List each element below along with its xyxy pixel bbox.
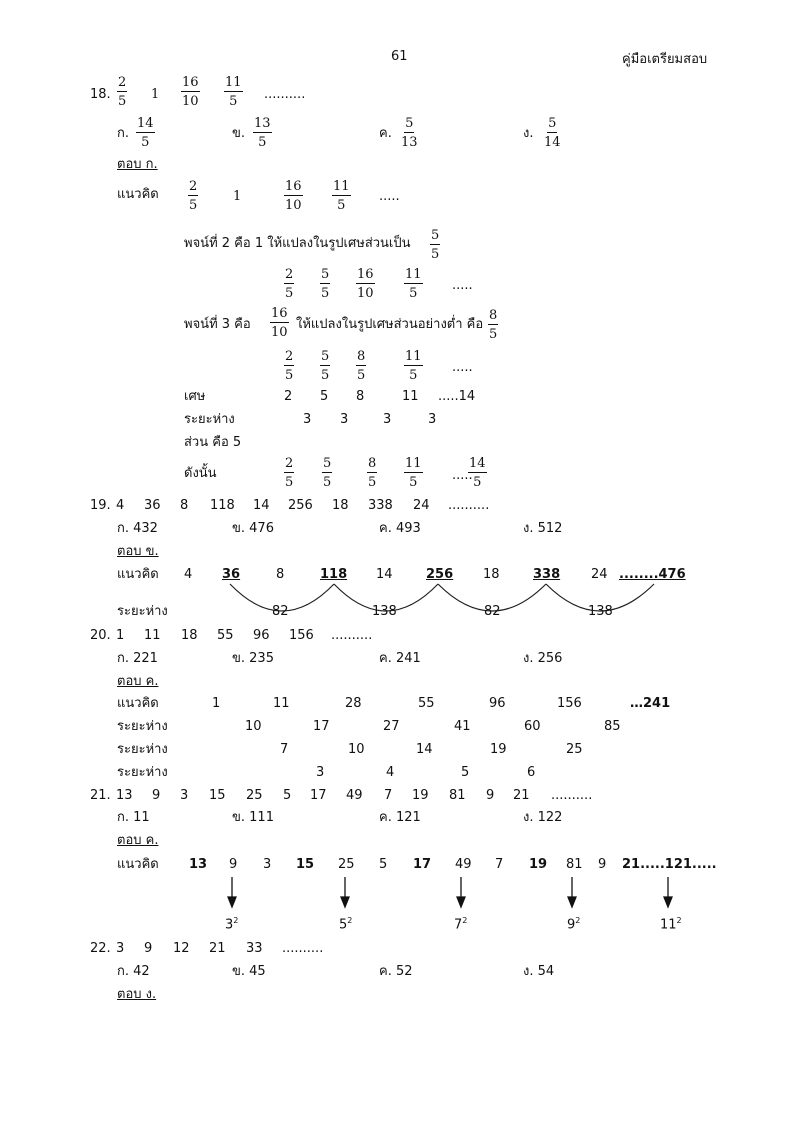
q18-gap-2: 3 <box>340 412 349 427</box>
q18-step3-text-b: ให้แปลงในรูปเศษส่วนอย่างต่ำ คือ <box>296 317 484 332</box>
q18-seq-frac-3: $\frac{16}{10}$ <box>182 75 199 109</box>
q21-arrow-4-head <box>568 897 576 907</box>
q18-numer-4: 11 <box>402 389 419 404</box>
q20-gap3-4: 6 <box>527 765 536 780</box>
q19-method-2: 36 <box>222 567 241 582</box>
q18-therefore: ดังนั้น <box>184 466 217 481</box>
q18-final-frac-2: $\frac{5}{5}$ <box>323 456 332 490</box>
q20-gap-label-1: ระยะห่าง <box>117 719 168 734</box>
q20-gap2-3: 14 <box>416 742 433 757</box>
q19-seq-9: 24 <box>413 498 430 513</box>
q21-choice-b: ข. 111 <box>232 810 274 825</box>
q18-row2-frac-3: $\frac{16}{10}$ <box>357 267 374 301</box>
q21-seq-1: 13 <box>116 788 133 803</box>
q21-method-9: 7 <box>495 857 504 872</box>
q21-seq-3: 3 <box>180 788 189 803</box>
q21-arrow-2-head <box>341 897 349 907</box>
q19-seq-4: 118 <box>210 498 235 513</box>
q22-seq-dots: .......... <box>282 941 324 956</box>
q18-numer-3: 8 <box>356 389 365 404</box>
q20-method-label: แนวคิด <box>117 696 159 711</box>
q21-method-6: 5 <box>379 857 388 872</box>
q21-choice-c: ค. 121 <box>379 810 421 825</box>
q18-numer-1: 2 <box>284 389 293 404</box>
q21-method-1: 13 <box>189 857 208 872</box>
q19-seq-6: 256 <box>288 498 313 513</box>
q19-gap-label: ระยะห่าง <box>117 604 168 619</box>
q18-method-frac-3: $\frac{16}{10}$ <box>285 179 302 213</box>
q21-seq-12: 9 <box>486 788 495 803</box>
q20-method-7: …241 <box>630 696 671 711</box>
q18-final-frac-3: $\frac{8}{5}$ <box>368 456 377 490</box>
q19-method-3: 8 <box>276 567 285 582</box>
q18-choice-a-frac: $\frac{14}{5}$ <box>137 116 154 150</box>
q18-final-frac-4: $\frac{11}{5}$ <box>405 456 422 490</box>
q21-seq-13: 21 <box>513 788 530 803</box>
q18-final-answer-frac: $\frac{14}{5}$ <box>469 456 486 490</box>
q21-method-8: 49 <box>455 857 472 872</box>
q18-step3-text-a: พจน์ที่ 3 คือ <box>184 317 251 332</box>
q21-arrow-5-head <box>664 897 672 907</box>
q18-final-frac-1: $\frac{2}{5}$ <box>285 456 294 490</box>
page-number: 61 <box>391 49 408 64</box>
q18-gap-label: ระยะห่าง <box>184 412 235 427</box>
q19-choice-d: ง. 512 <box>523 521 563 536</box>
q21-number: 21. <box>90 788 111 803</box>
q21-seq-2: 9 <box>152 788 161 803</box>
q18-gap-3: 3 <box>383 412 392 427</box>
q20-gap3-2: 4 <box>386 765 395 780</box>
q18-method-label: แนวคิด <box>117 187 159 202</box>
q18-denominator-text: ส่วน คือ 5 <box>184 435 242 450</box>
q22-seq-4: 21 <box>209 941 226 956</box>
q19-method-9: 24 <box>591 567 608 582</box>
q18-row3-frac-1: $\frac{2}{5}$ <box>285 349 294 383</box>
q19-seq-7: 18 <box>332 498 349 513</box>
q18-choice-c-label: ค. <box>379 126 392 141</box>
q18-choice-a-label: ก. <box>117 126 130 141</box>
q19-number: 19. <box>90 498 111 513</box>
q21-square-4: $9^2$ <box>567 916 581 933</box>
q22-seq-2: 9 <box>144 941 153 956</box>
q21-method-5: 25 <box>338 857 355 872</box>
q21-method-2: 9 <box>229 857 238 872</box>
q20-gap3-1: 3 <box>316 765 325 780</box>
q21-method-10: 19 <box>529 857 548 872</box>
q19-answer: ตอบ ข. <box>117 544 159 559</box>
q18-step2-text: พจน์ที่ 2 คือ 1 ให้แปลงในรูปเศษส่วนเป็น <box>184 236 411 251</box>
q21-seq-10: 19 <box>412 788 429 803</box>
q21-square-3: $7^2$ <box>454 916 468 933</box>
q19-gap-3: 82 <box>484 604 501 619</box>
q21-choice-a: ก. 11 <box>117 810 150 825</box>
q19-method-5: 14 <box>376 567 393 582</box>
q20-method-3: 28 <box>345 696 362 711</box>
q19-choice-b: ข. 476 <box>232 521 274 536</box>
q20-gap2-4: 19 <box>490 742 507 757</box>
q21-seq-dots: .......... <box>551 788 593 803</box>
q20-seq-2: 11 <box>144 628 161 643</box>
q20-answer: ตอบ ค. <box>117 674 159 689</box>
q21-method-4: 15 <box>296 857 315 872</box>
q19-method-8: 338 <box>533 567 561 582</box>
q18-seq-frac-1: $\frac{2}{5}$ <box>118 75 127 109</box>
q21-arrow-1-head <box>228 897 236 907</box>
q21-method-13: 21.....121..... <box>622 857 717 872</box>
q22-choice-d: ง. 54 <box>523 964 555 979</box>
q18-choice-d-label: ง. <box>523 126 534 141</box>
q20-gap2-2: 10 <box>348 742 365 757</box>
q19-gap-1: 82 <box>272 604 289 619</box>
q18-choice-d-frac: $\frac{5}{14}$ <box>544 116 561 150</box>
q18-gap-1: 3 <box>303 412 312 427</box>
q20-method-2: 11 <box>273 696 290 711</box>
q21-seq-9: 7 <box>384 788 393 803</box>
q19-method-7: 18 <box>483 567 500 582</box>
q21-seq-11: 81 <box>449 788 466 803</box>
q19-choice-a: ก. 432 <box>117 521 158 536</box>
q18-row3-frac-2: $\frac{5}{5}$ <box>321 349 330 383</box>
q22-choice-a: ก. 42 <box>117 964 150 979</box>
q20-gap3-3: 5 <box>461 765 470 780</box>
q20-seq-6: 156 <box>289 628 314 643</box>
q20-seq-4: 55 <box>217 628 234 643</box>
q20-gap-label-3: ระยะห่าง <box>117 765 168 780</box>
q20-number: 20. <box>90 628 111 643</box>
q19-method-4: 118 <box>320 567 348 582</box>
q18-number: 18. <box>90 87 111 102</box>
q19-method-6: 256 <box>426 567 454 582</box>
q22-answer: ตอบ ง. <box>117 987 157 1002</box>
q20-choice-d: ง. 256 <box>523 651 563 666</box>
q20-method-1: 1 <box>212 696 221 711</box>
q19-seq-2: 36 <box>144 498 161 513</box>
q18-seq-term-2: 1 <box>151 87 160 102</box>
q20-method-6: 156 <box>557 696 582 711</box>
q18-numer-5: .....14 <box>438 389 476 404</box>
q20-choice-b: ข. 235 <box>232 651 274 666</box>
q21-seq-5: 25 <box>246 788 263 803</box>
q20-choice-c: ค. 241 <box>379 651 421 666</box>
q20-choice-a: ก. 221 <box>117 651 158 666</box>
book-title: คู่มือเตรียมสอบ <box>622 52 708 67</box>
q18-row2-frac-2: $\frac{5}{5}$ <box>321 267 330 301</box>
q21-method-3: 3 <box>263 857 272 872</box>
q21-method-label: แนวคิด <box>117 857 159 872</box>
q20-gap1-3: 27 <box>383 719 400 734</box>
q19-seq-dots: .......... <box>448 498 490 513</box>
q22-seq-5: 33 <box>246 941 263 956</box>
q21-seq-4: 15 <box>209 788 226 803</box>
q20-gap1-5: 60 <box>524 719 541 734</box>
q19-method-1: 4 <box>184 567 193 582</box>
q18-answer: ตอบ ก. <box>117 157 158 172</box>
q20-seq-3: 18 <box>181 628 198 643</box>
q20-gap1-2: 17 <box>313 719 330 734</box>
q22-choice-c: ค. 52 <box>379 964 413 979</box>
q18-seq-dots: .......... <box>264 87 306 102</box>
q22-number: 22. <box>90 941 111 956</box>
q18-step2-frac: $\frac{5}{5}$ <box>431 228 440 262</box>
q20-seq-1: 1 <box>116 628 125 643</box>
q20-method-4: 55 <box>418 696 435 711</box>
q18-choice-b-label: ข. <box>232 126 246 141</box>
q18-method-term-2: 1 <box>233 189 242 204</box>
q18-method-frac-1: $\frac{2}{5}$ <box>189 179 198 213</box>
q18-gap-4: 3 <box>428 412 437 427</box>
q21-answer: ตอบ ค. <box>117 833 159 848</box>
q19-gap-2: 138 <box>372 604 397 619</box>
q21-square-2: $5^2$ <box>339 916 353 933</box>
q21-seq-8: 49 <box>346 788 363 803</box>
q20-gap1-6: 85 <box>604 719 621 734</box>
q22-seq-1: 3 <box>116 941 125 956</box>
q19-seq-8: 338 <box>368 498 393 513</box>
q20-gap2-1: 7 <box>280 742 289 757</box>
q22-seq-3: 12 <box>173 941 190 956</box>
q18-row3-dots: ..... <box>452 360 473 375</box>
q18-numer-label: เศษ <box>184 389 206 404</box>
q19-seq-3: 8 <box>180 498 189 513</box>
q20-seq-5: 96 <box>253 628 270 643</box>
q18-method-frac-4: $\frac{11}{5}$ <box>333 179 350 213</box>
q18-seq-frac-4: $\frac{11}{5}$ <box>225 75 242 109</box>
q18-row2-dots: ..... <box>452 278 473 293</box>
q20-gap1-4: 41 <box>454 719 471 734</box>
q20-gap-label-2: ระยะห่าง <box>117 742 168 757</box>
q21-seq-6: 5 <box>283 788 292 803</box>
q19-method-10: ........476 <box>619 567 686 582</box>
q20-gap2-5: 25 <box>566 742 583 757</box>
q21-seq-7: 17 <box>310 788 327 803</box>
q20-gap1-1: 10 <box>245 719 262 734</box>
q18-row2-frac-1: $\frac{2}{5}$ <box>285 267 294 301</box>
q21-method-11: 81 <box>566 857 583 872</box>
q18-method-dots: ..... <box>379 189 400 204</box>
q18-row2-frac-4: $\frac{11}{5}$ <box>405 267 422 301</box>
q21-choice-d: ง. 122 <box>523 810 563 825</box>
q19-choice-c: ค. 493 <box>379 521 421 536</box>
q18-final-dots: ..... <box>452 468 473 483</box>
q18-step3-frac-2: $\frac{8}{5}$ <box>489 308 498 342</box>
q20-method-5: 96 <box>489 696 506 711</box>
q19-seq-5: 14 <box>253 498 270 513</box>
q21-method-7: 17 <box>413 857 432 872</box>
q21-arrow-3-head <box>457 897 465 907</box>
q19-seq-1: 4 <box>116 498 125 513</box>
q22-choice-b: ข. 45 <box>232 964 266 979</box>
q18-numer-2: 5 <box>320 389 329 404</box>
q18-choice-c-frac: $\frac{5}{13}$ <box>401 116 418 150</box>
q21-square-5: $11^2$ <box>660 916 682 933</box>
q21-square-1: $3^2$ <box>225 916 239 933</box>
q20-seq-dots: .......... <box>331 628 373 643</box>
q18-choice-b-frac: $\frac{13}{5}$ <box>254 116 271 150</box>
q18-step3-frac-1: $\frac{16}{10}$ <box>271 306 288 340</box>
q18-row3-frac-4: $\frac{11}{5}$ <box>405 349 422 383</box>
q19-gap-4: 138 <box>588 604 613 619</box>
q21-method-12: 9 <box>598 857 607 872</box>
q18-row3-frac-3: $\frac{8}{5}$ <box>357 349 366 383</box>
q19-method-label: แนวคิด <box>117 567 159 582</box>
